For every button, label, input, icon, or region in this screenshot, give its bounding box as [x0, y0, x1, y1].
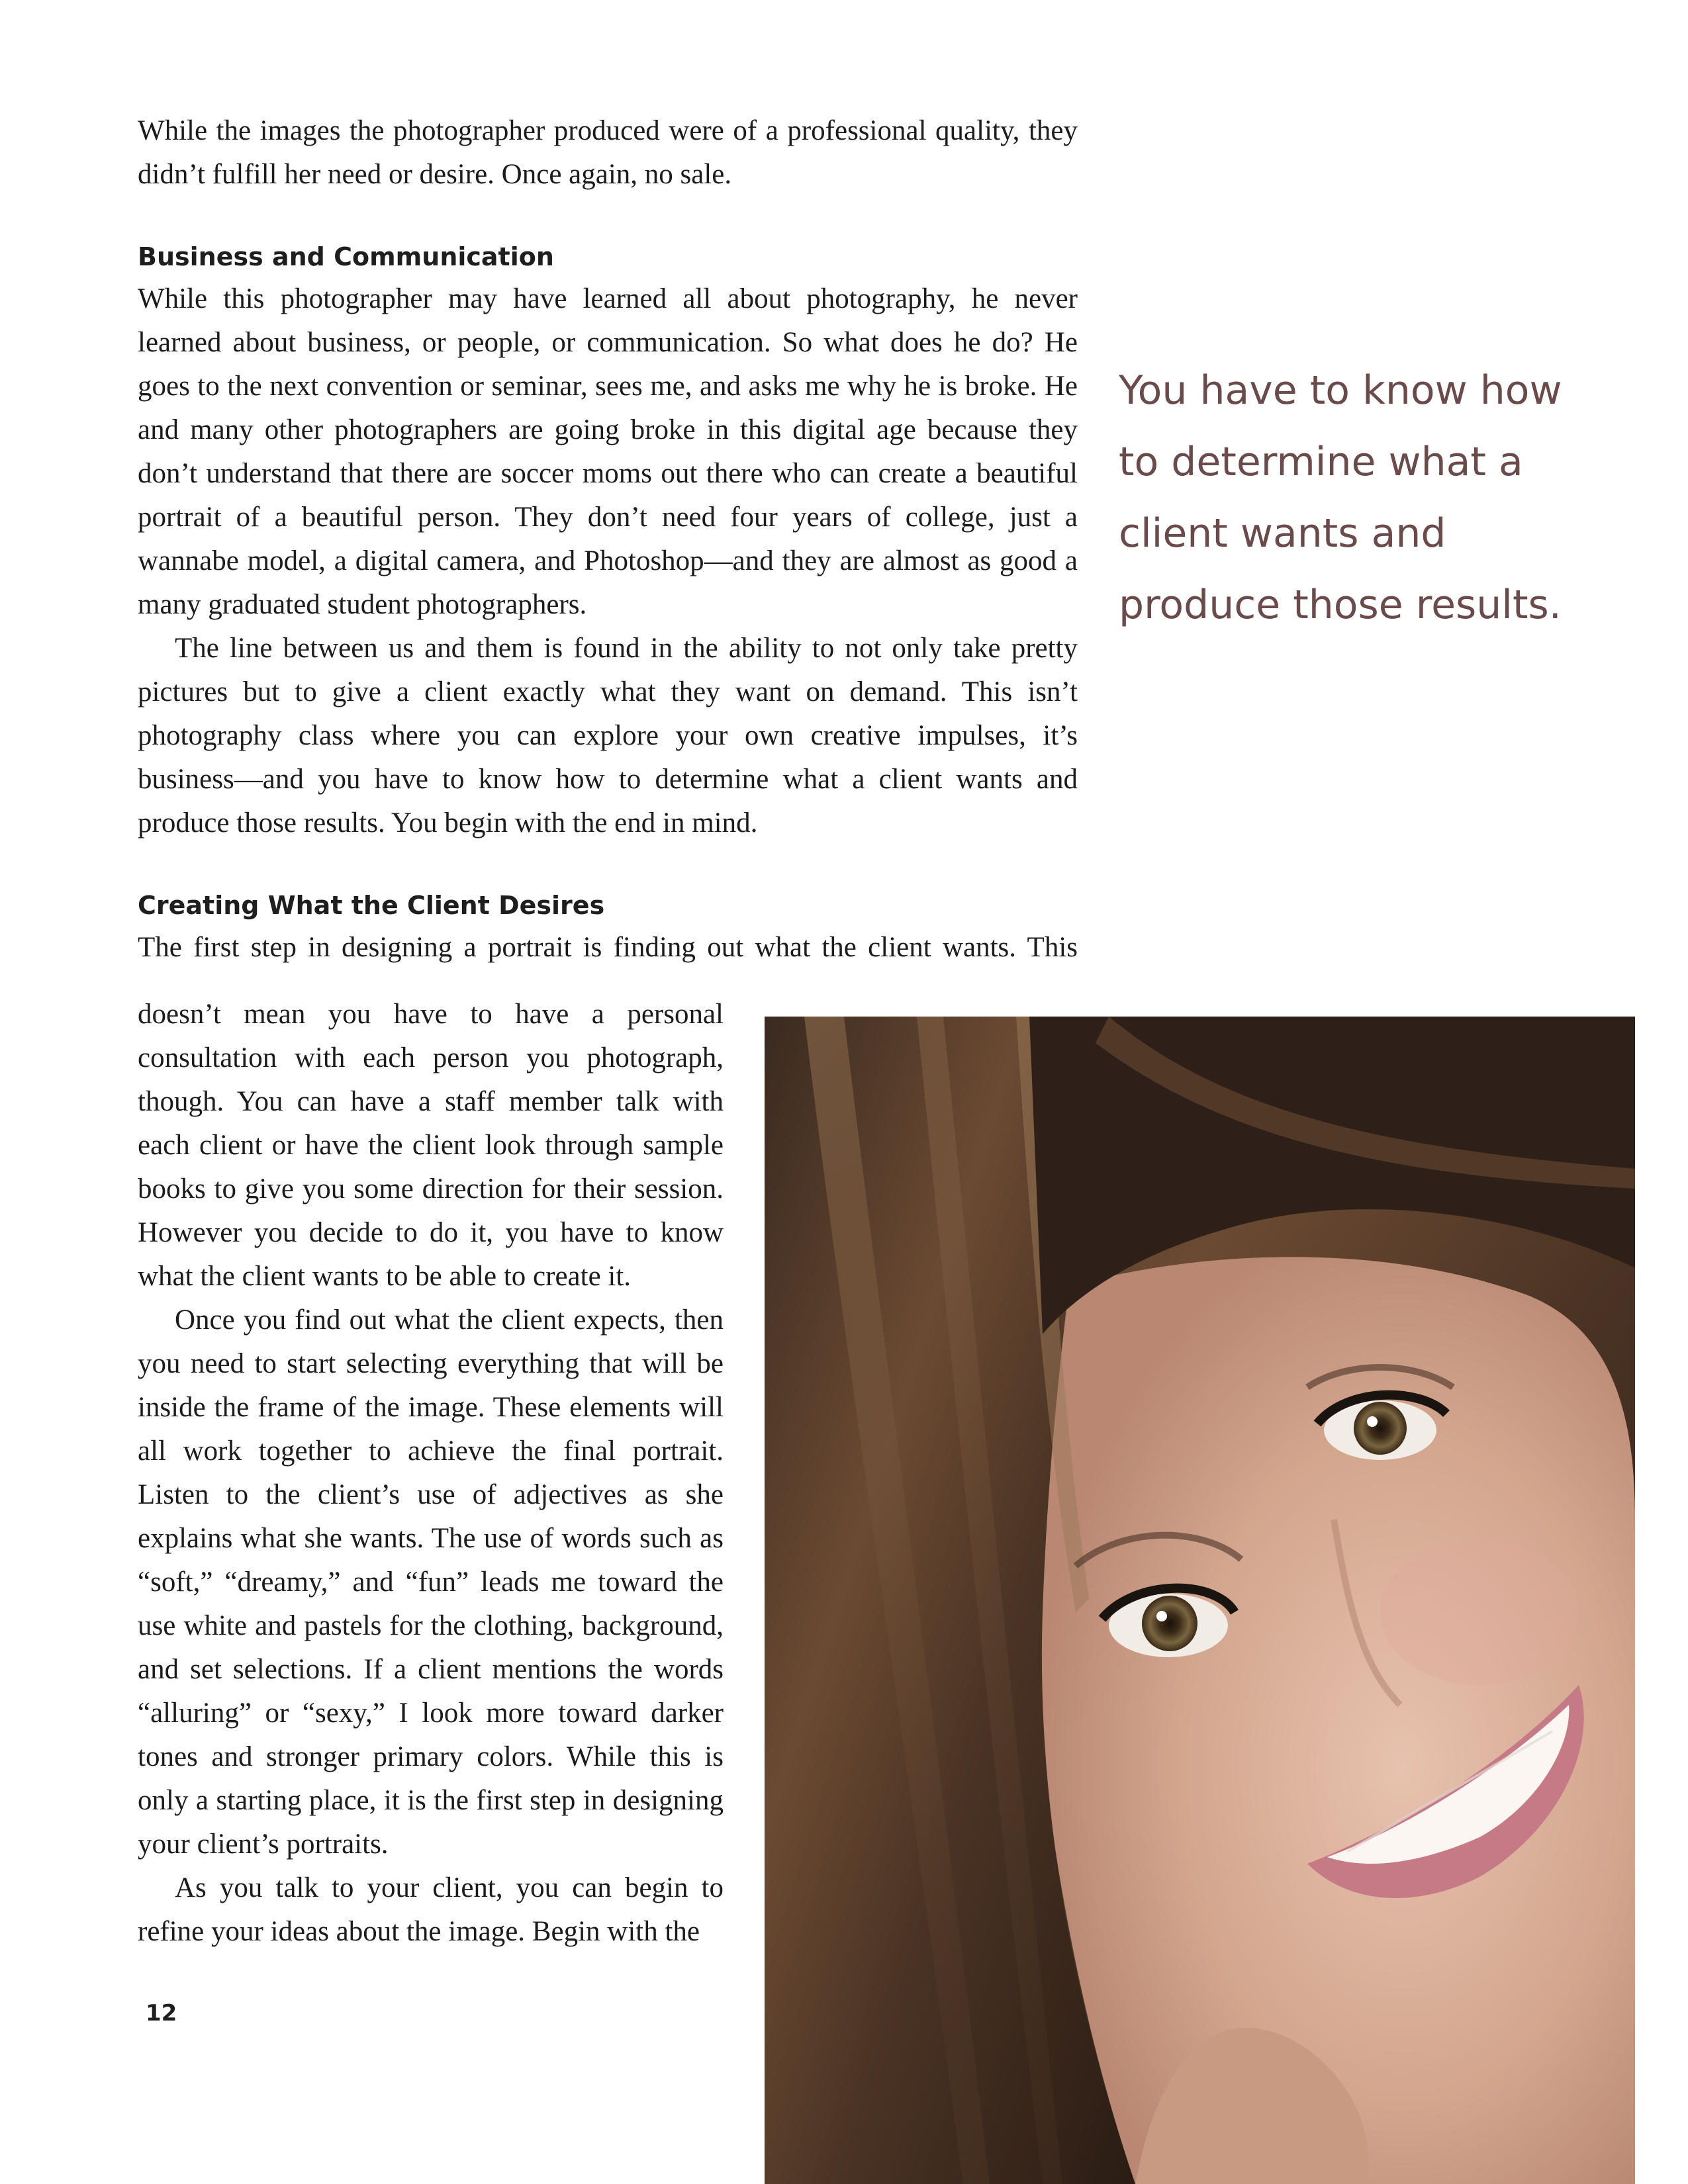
- section-heading-business: Business and Communication: [138, 242, 554, 271]
- intro-paragraph: While the images the photographer produced were of a professional quality, they didn’t fulfill her need or desire. Once again, no sale.: [138, 115, 1078, 190]
- section-heading-creating: Creating What the Client Desires: [138, 891, 605, 920]
- portrait-photo: [765, 1017, 1635, 2184]
- creating-lead-line: The first step in designing a portrait is finding out what the client wants. This: [138, 932, 1078, 963]
- bottom-text-column: [138, 993, 724, 1954]
- top-text-column: [138, 109, 1078, 970]
- page-number: 12: [146, 2000, 177, 2026]
- creating-paragraph-1: doesn’t mean you have to have a personal consultation with each person you photograph, though. You can have a staff member talk with each client or have the client look through sample books to give you some direction for their session. However you decide to do it, you have to know what the client wants to be able to create it.: [138, 999, 724, 1292]
- pull-quote: You have to know how to determine what a client wants and produce those results.: [1119, 367, 1562, 628]
- creating-paragraph-2: Once you find out what the client expects, then you need to start selecting everything that will be inside the frame of the image. These elements will all work together to achieve the final portrait. Listen to the client’s use of adjectives as she explains what she wants. The use of words such as “soft,” “dreamy,” and “fun” leads me toward the use white and pastels for the clothing, background, and set selections. If a client mentions the words “alluring” or “sexy,” I look more toward darker tones and stronger primary colors. While this is only a starting place, it is the first step in designing your client’s portraits.: [138, 1304, 724, 1860]
- creating-paragraph-3: As you talk to your client, you can begin to refine your ideas about the image. Begin with the: [138, 1872, 724, 1947]
- portrait-photo-illustration: [765, 1017, 1635, 2184]
- business-paragraph-2: The line between us and them is found in the ability to not only take pretty pictures but to give a client exactly what they want on demand. This isn’t photography class where you can explore your own creative impulses, it’s business—and you have to know how to determine what a client wants and produce those results. You begin with the end in mind.: [138, 633, 1078, 839]
- business-paragraph-1: While this photographer may have learned all about photography, he never learned about business, or people, or communication. So what does he do? He goes to the next convention or seminar, sees me, and asks me why he is broke. He and many other photographers are going broke in this digital age because they don’t understand that there are soccer moms out there who can create a beautiful portrait of a beautiful person. They don’t need four years of college, just a wannabe model, a digital camera, and Photoshop—and they are almost as good a many graduated student photographers.: [138, 283, 1078, 620]
